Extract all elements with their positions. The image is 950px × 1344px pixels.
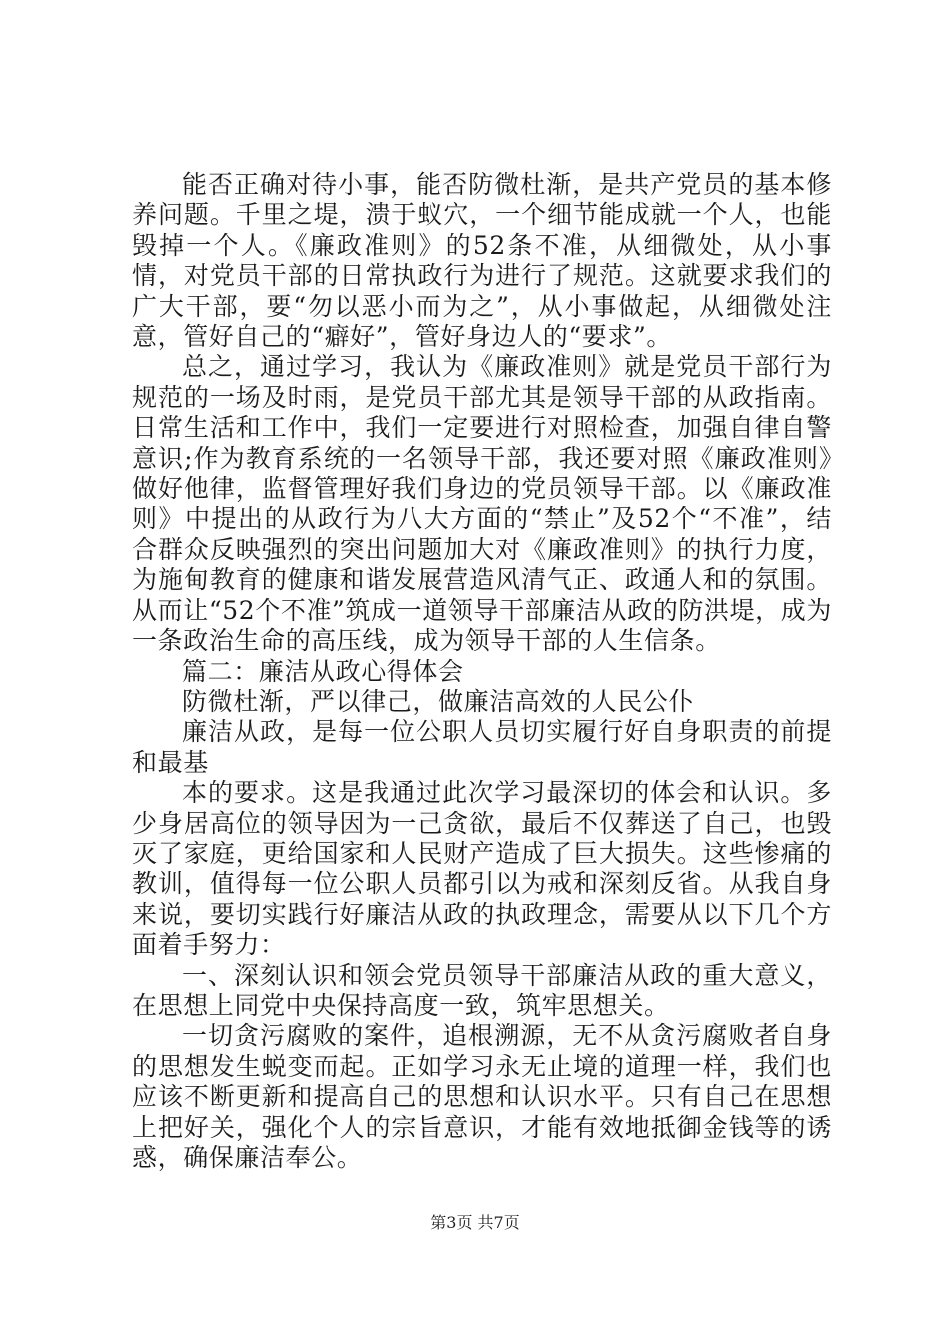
paragraph-small-matters: 能否正确对待小事，能否防微杜渐，是共产党员的基本修养问题。千里之堤，溃于蚁穴，一个细节能成就一个人，也能毁掉一个人。《廉政准则》的52条不准，从细微处，从小事情，对党员干部的日常执政行为进行了规范。这就要求我们的广大干部，要“勿以恶小而为之”，从小事做起，从细微处注意，管好自己的“癖好”，管好身边人的“要求”。: [132, 170, 832, 352]
section-subtitle: 防微杜渐，严以律己，做廉洁高效的人民公仆: [182, 686, 695, 716]
section-heading: 篇二：廉洁从政心得体会: [182, 656, 464, 686]
paragraph-requirements: 本的要求。这是我通过此次学习最深切的体会和认识。多少身居高位的领导因为一己贪欲，最后不仅葬送了自己，也毁灭了家庭，更给国家和人民财产造成了巨大损失。这些惨痛的教训，值得每一位公职人员都引以为戒和深刻反省。从我自身来说，要切实践行好廉洁从政的执政理念，需要从以下几个方面着手努力：: [132, 778, 832, 960]
paragraph-intro: 廉洁从政，是每一位公职人员切实履行好自身职责的前提和最基: [132, 717, 832, 777]
paragraph-corruption: 一切贪污腐败的案件，追根溯源，无不从贪污腐败者自身的思想发生蜕变而起。正如学习永无止境的道理一样，我们也应该不断更新和提高自己的思想和认识水平。只有自己在思想上把好关，强化个人的宗旨意识，才能有效地抵御金钱等的诱惑，确保廉洁奉公。: [132, 1021, 832, 1172]
paragraph-point-one: 一、深刻认识和领会党员领导干部廉洁从政的重大意义，在思想上同党中央保持高度一致，筑牢思想关。: [132, 960, 832, 1020]
document-body: [132, 170, 832, 1173]
paragraph-summary: 总之，通过学习，我认为《廉政准则》就是党员干部行为规范的一场及时雨，是党员干部尤其是领导干部的从政指南。日常生活和工作中，我们一定要进行对照检查，加强自律自警意识;作为教育系统的一名领导干部，我还要对照《廉政准则》做好他律，监督管理好我们身边的党员领导干部。以《廉政准则》中提出的从政行为八大方面的“禁止”及52个“不准”，结合群众反映强烈的突出问题加大对《廉政准则》的执行力度，为施甸教育的健康和谐发展营造风清气正、政通人和的氛围。从而让“52个不准”筑成一道领导干部廉洁从政的防洪堤，成为一条政治生命的高压线，成为领导干部的人生信条。: [132, 352, 832, 656]
page-number-footer: 第3页 共7页: [430, 1213, 520, 1232]
